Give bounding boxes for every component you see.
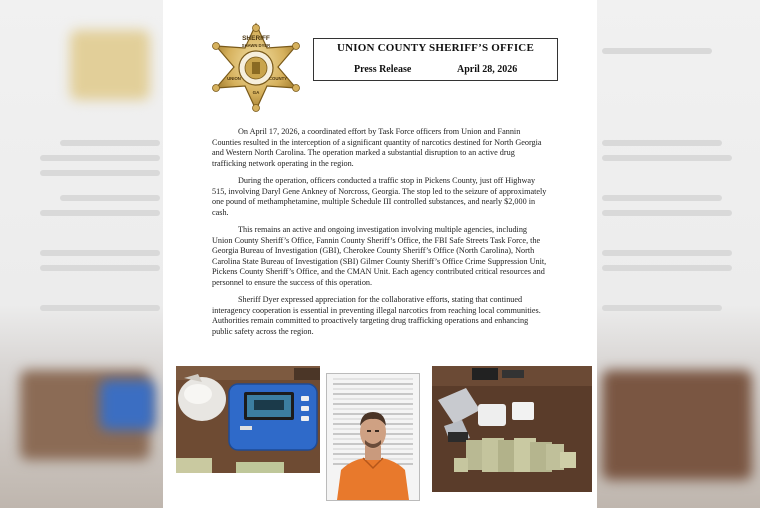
mugshot-photo <box>326 373 420 501</box>
evidence-scale-photo <box>176 366 320 473</box>
paragraph: On April 17, 2026, a coordinated effort by Task Force officers from Union and Fannin Counties resulted in the interception of a significant quantity of narcotics destined for North Georgia and Western North Carolina. The operation marked a substantial disruption to an active drug trafficking network operating in the region. <box>212 127 542 168</box>
header-box <box>313 38 558 81</box>
sheriff-badge-icon <box>210 22 302 112</box>
mugshot-image <box>327 374 419 500</box>
paragraph: Sheriff Dyer expressed appreciation for the collaborative efforts, stating that continued interagency cooperation is essential in preventing illegal narcotics from reaching local communities. Authorities remain committed to proactively targeting drug trafficking operations and enhancing public safety across the region. <box>212 295 541 336</box>
evidence-cash-photo <box>432 366 592 492</box>
blurred-background-left <box>0 0 163 508</box>
paragraph: This remains an active and ongoing investigation involving multiple agencies, including Union County Sheriff’s Office, Fannin County Sheriff’s Office, the FBI Safe Streets Task Force, the Georgia Bureau of Investigation (GBI), Cherokee County Sheriff’s Office (North Carolina), North Carolina State Bureau of Investigation (SBI) Gilmer County Sheriff’s Office Crime Suppression Unit, Pickens County Sheriff’s Office, and the CMAN Unit. Each agency contributed critical resources and personnel to ensure the success of this operation. <box>212 224 547 287</box>
cash-and-drugs-image <box>432 366 592 492</box>
badge-left-text: UNION <box>227 76 241 81</box>
paragraph: During the operation, officers conducted a traffic stop in Pickens County, just off Highway 515, involving Daryl Gene Ankney of Norcross, Georgia. The stop led to the seizure of approximately one pound of methamphetamine, multiple Schedule III controlled substances, and nearly $2,000 in cash. <box>212 175 547 217</box>
badge-center-text: GA <box>252 90 260 95</box>
blurred-background-right <box>597 0 760 508</box>
press-release-label: Press Release <box>354 64 412 75</box>
badge-name-text: SHAWN DYER <box>241 43 271 48</box>
office-title: UNION COUNTY SHERIFF’S OFFICE <box>337 42 534 54</box>
press-release-body <box>212 127 548 344</box>
release-date: April 28, 2026 <box>457 64 518 75</box>
badge-top-text: SHERIFF <box>242 35 270 42</box>
narcotics-and-scale-image <box>176 366 320 473</box>
badge-right-text: COUNTY <box>268 76 288 81</box>
press-release-document <box>163 0 597 508</box>
